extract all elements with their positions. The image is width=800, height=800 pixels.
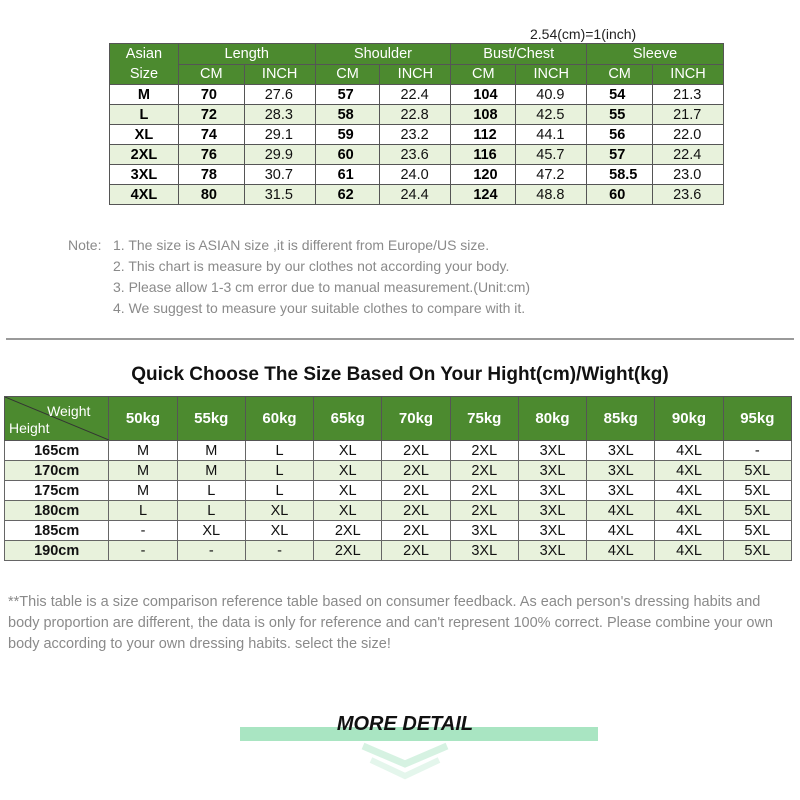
notes bbox=[68, 235, 530, 319]
size-cell: L bbox=[245, 441, 313, 461]
value-cell: 21.3 bbox=[653, 85, 724, 105]
size-cell: 4XL bbox=[655, 461, 723, 481]
note-item: 4. We suggest to measure your suitable clothes to compare with it. bbox=[113, 300, 526, 316]
size-cell: 3XL bbox=[450, 541, 518, 561]
table-row bbox=[110, 105, 724, 125]
size-cell: 2XL bbox=[382, 501, 450, 521]
size-cell: L bbox=[177, 481, 245, 501]
unit-header: INCH bbox=[380, 64, 451, 85]
value-cell: 23.6 bbox=[380, 145, 451, 165]
table-row bbox=[110, 165, 724, 185]
value-cell: 28.3 bbox=[244, 105, 315, 125]
weight-header: 85kg bbox=[587, 397, 655, 441]
size-cell: 4XL bbox=[655, 521, 723, 541]
note-item: 2. This chart is measure by our clothes not according your body. bbox=[113, 258, 510, 274]
value-cell: 30.7 bbox=[244, 165, 315, 185]
table-row bbox=[110, 145, 724, 165]
weight-header: 95kg bbox=[723, 397, 791, 441]
value-cell: 58 bbox=[315, 105, 380, 125]
table-row bbox=[110, 185, 724, 205]
size-cell: - bbox=[109, 541, 177, 561]
value-cell: 72 bbox=[178, 105, 244, 125]
size-cell: 3XL bbox=[110, 165, 179, 185]
size-header: Asian Size bbox=[110, 44, 179, 85]
size-cell: XL bbox=[314, 441, 382, 461]
height-cell: 170cm bbox=[5, 461, 109, 481]
value-cell: 48.8 bbox=[516, 185, 587, 205]
size-cell: 2XL bbox=[382, 481, 450, 501]
weight-header: 90kg bbox=[655, 397, 723, 441]
size-cell: 3XL bbox=[518, 481, 586, 501]
value-cell: 76 bbox=[178, 145, 244, 165]
size-cell: L bbox=[245, 481, 313, 501]
height-cell: 185cm bbox=[5, 521, 109, 541]
value-cell: 108 bbox=[451, 105, 516, 125]
size-cell: 2XL bbox=[314, 541, 382, 561]
value-cell: 31.5 bbox=[244, 185, 315, 205]
size-cell: 2XL bbox=[382, 461, 450, 481]
value-cell: 22.8 bbox=[380, 105, 451, 125]
value-cell: 24.4 bbox=[380, 185, 451, 205]
size-cell: L bbox=[245, 461, 313, 481]
value-cell: 80 bbox=[178, 185, 244, 205]
weight-header: 65kg bbox=[314, 397, 382, 441]
size-table bbox=[109, 43, 724, 205]
table-row bbox=[5, 461, 792, 481]
size-cell: 2XL bbox=[314, 521, 382, 541]
value-cell: 57 bbox=[315, 85, 380, 105]
divider bbox=[6, 338, 794, 340]
value-cell: 58.5 bbox=[587, 165, 653, 185]
size-cell: 2XL bbox=[450, 501, 518, 521]
value-cell: 23.2 bbox=[380, 125, 451, 145]
size-cell: 3XL bbox=[450, 521, 518, 541]
size-cell: XL bbox=[245, 501, 313, 521]
unit-header: INCH bbox=[653, 64, 724, 85]
note-item: 1. The size is ASIAN size ,it is different from Europe/US size. bbox=[113, 237, 490, 253]
value-cell: 104 bbox=[451, 85, 516, 105]
weight-label: Weight bbox=[47, 403, 91, 419]
size-cell: 4XL bbox=[110, 185, 179, 205]
size-cell: 4XL bbox=[655, 501, 723, 521]
value-cell: 23.6 bbox=[653, 185, 724, 205]
size-cell: - bbox=[245, 541, 313, 561]
size-cell: 2XL bbox=[450, 481, 518, 501]
value-cell: 23.0 bbox=[653, 165, 724, 185]
group-header: Length bbox=[178, 44, 315, 65]
group-header: Bust/Chest bbox=[451, 44, 587, 65]
value-cell: 29.1 bbox=[244, 125, 315, 145]
size-cell: L bbox=[109, 501, 177, 521]
height-cell: 190cm bbox=[5, 541, 109, 561]
unit-header: CM bbox=[315, 64, 380, 85]
group-header: Shoulder bbox=[315, 44, 451, 65]
size-cell: XL bbox=[314, 461, 382, 481]
value-cell: 55 bbox=[587, 105, 653, 125]
size-cell: 5XL bbox=[723, 521, 791, 541]
size-cell: 2XL bbox=[382, 441, 450, 461]
note-lead: Note: bbox=[68, 237, 102, 253]
size-cell: L bbox=[177, 501, 245, 521]
value-cell: 74 bbox=[178, 125, 244, 145]
size-cell: 5XL bbox=[723, 461, 791, 481]
size-cell: M bbox=[109, 441, 177, 461]
weight-header: 80kg bbox=[518, 397, 586, 441]
size-cell: 4XL bbox=[587, 501, 655, 521]
value-cell: 70 bbox=[178, 85, 244, 105]
value-cell: 59 bbox=[315, 125, 380, 145]
table-row bbox=[110, 125, 724, 145]
unit-header: CM bbox=[178, 64, 244, 85]
value-cell: 24.0 bbox=[380, 165, 451, 185]
height-cell: 180cm bbox=[5, 501, 109, 521]
table-row bbox=[110, 85, 724, 105]
unit-conversion: 2.54(cm)=1(inch) bbox=[530, 26, 637, 42]
height-cell: 175cm bbox=[5, 481, 109, 501]
size-cell: 3XL bbox=[587, 481, 655, 501]
table-row bbox=[5, 501, 792, 521]
value-cell: 47.2 bbox=[516, 165, 587, 185]
chevron-down-icon bbox=[355, 742, 455, 782]
table-row bbox=[5, 521, 792, 541]
value-cell: 62 bbox=[315, 185, 380, 205]
unit-header: INCH bbox=[516, 64, 587, 85]
table-row bbox=[5, 541, 792, 561]
group-header: Sleeve bbox=[587, 44, 724, 65]
size-cell: - bbox=[177, 541, 245, 561]
value-cell: 44.1 bbox=[516, 125, 587, 145]
size-cell: XL bbox=[314, 481, 382, 501]
size-cell: 2XL bbox=[110, 145, 179, 165]
value-cell: 40.9 bbox=[516, 85, 587, 105]
size-cell: 5XL bbox=[723, 541, 791, 561]
size-cell: 4XL bbox=[655, 541, 723, 561]
size-cell: 5XL bbox=[723, 501, 791, 521]
value-cell: 78 bbox=[178, 165, 244, 185]
quick-chart-title: Quick Choose The Size Based On Your Hight(cm)/Wight(kg) bbox=[131, 364, 669, 385]
table-row bbox=[5, 481, 792, 501]
size-cell: 3XL bbox=[518, 441, 586, 461]
weight-header: 75kg bbox=[450, 397, 518, 441]
size-cell: M bbox=[110, 85, 179, 105]
size-cell: 3XL bbox=[518, 501, 586, 521]
value-cell: 22.4 bbox=[380, 85, 451, 105]
value-cell: 112 bbox=[451, 125, 516, 145]
size-cell: XL bbox=[314, 501, 382, 521]
value-cell: 56 bbox=[587, 125, 653, 145]
size-cell: 4XL bbox=[587, 541, 655, 561]
size-cell: - bbox=[109, 521, 177, 541]
size-cell: 3XL bbox=[518, 461, 586, 481]
size-cell: 3XL bbox=[518, 541, 586, 561]
size-cell: 2XL bbox=[450, 441, 518, 461]
weight-header: 60kg bbox=[245, 397, 313, 441]
size-cell: 2XL bbox=[450, 461, 518, 481]
size-cell: 4XL bbox=[655, 441, 723, 461]
unit-header: CM bbox=[587, 64, 653, 85]
weight-header: 55kg bbox=[177, 397, 245, 441]
size-cell: 3XL bbox=[587, 461, 655, 481]
value-cell: 60 bbox=[587, 185, 653, 205]
value-cell: 116 bbox=[451, 145, 516, 165]
size-cell: 2XL bbox=[382, 541, 450, 561]
value-cell: 60 bbox=[315, 145, 380, 165]
value-cell: 54 bbox=[587, 85, 653, 105]
value-cell: 57 bbox=[587, 145, 653, 165]
size-cell: M bbox=[109, 481, 177, 501]
height-label: Height bbox=[9, 420, 50, 436]
value-cell: 124 bbox=[451, 185, 516, 205]
size-cell: XL bbox=[110, 125, 179, 145]
note-item: 3. Please allow 1-3 cm error due to manual measurement.(Unit:cm) bbox=[113, 279, 531, 295]
unit-header: INCH bbox=[244, 64, 315, 85]
value-cell: 61 bbox=[315, 165, 380, 185]
more-detail-label: MORE DETAIL bbox=[336, 713, 474, 735]
size-cell: M bbox=[177, 441, 245, 461]
value-cell: 120 bbox=[451, 165, 516, 185]
value-cell: 29.9 bbox=[244, 145, 315, 165]
size-cell: 5XL bbox=[723, 481, 791, 501]
quick-size-table bbox=[4, 396, 792, 561]
height-cell: 165cm bbox=[5, 441, 109, 461]
table-row bbox=[5, 441, 792, 461]
value-cell: 21.7 bbox=[653, 105, 724, 125]
value-cell: 22.0 bbox=[653, 125, 724, 145]
value-cell: 42.5 bbox=[516, 105, 587, 125]
size-cell: XL bbox=[245, 521, 313, 541]
weight-header: 70kg bbox=[382, 397, 450, 441]
value-cell: 45.7 bbox=[516, 145, 587, 165]
weight-header: 50kg bbox=[109, 397, 177, 441]
size-cell: M bbox=[109, 461, 177, 481]
size-cell: 4XL bbox=[655, 481, 723, 501]
size-cell: 3XL bbox=[518, 521, 586, 541]
size-cell: L bbox=[110, 105, 179, 125]
size-cell: 4XL bbox=[587, 521, 655, 541]
unit-header: CM bbox=[451, 64, 516, 85]
size-cell: 2XL bbox=[382, 521, 450, 541]
size-cell: 3XL bbox=[587, 441, 655, 461]
size-cell: M bbox=[177, 461, 245, 481]
size-cell: - bbox=[723, 441, 791, 461]
corner-header bbox=[5, 397, 109, 441]
value-cell: 27.6 bbox=[244, 85, 315, 105]
size-cell: XL bbox=[177, 521, 245, 541]
footnote: **This table is a size comparison reference table based on consumer feedback. As each person's dressing habits and body proportion are different, the data is only for reference and can't represent 100% correct. Please combine your own body according to your own dressing habits. select the size! bbox=[8, 594, 773, 652]
value-cell: 22.4 bbox=[653, 145, 724, 165]
